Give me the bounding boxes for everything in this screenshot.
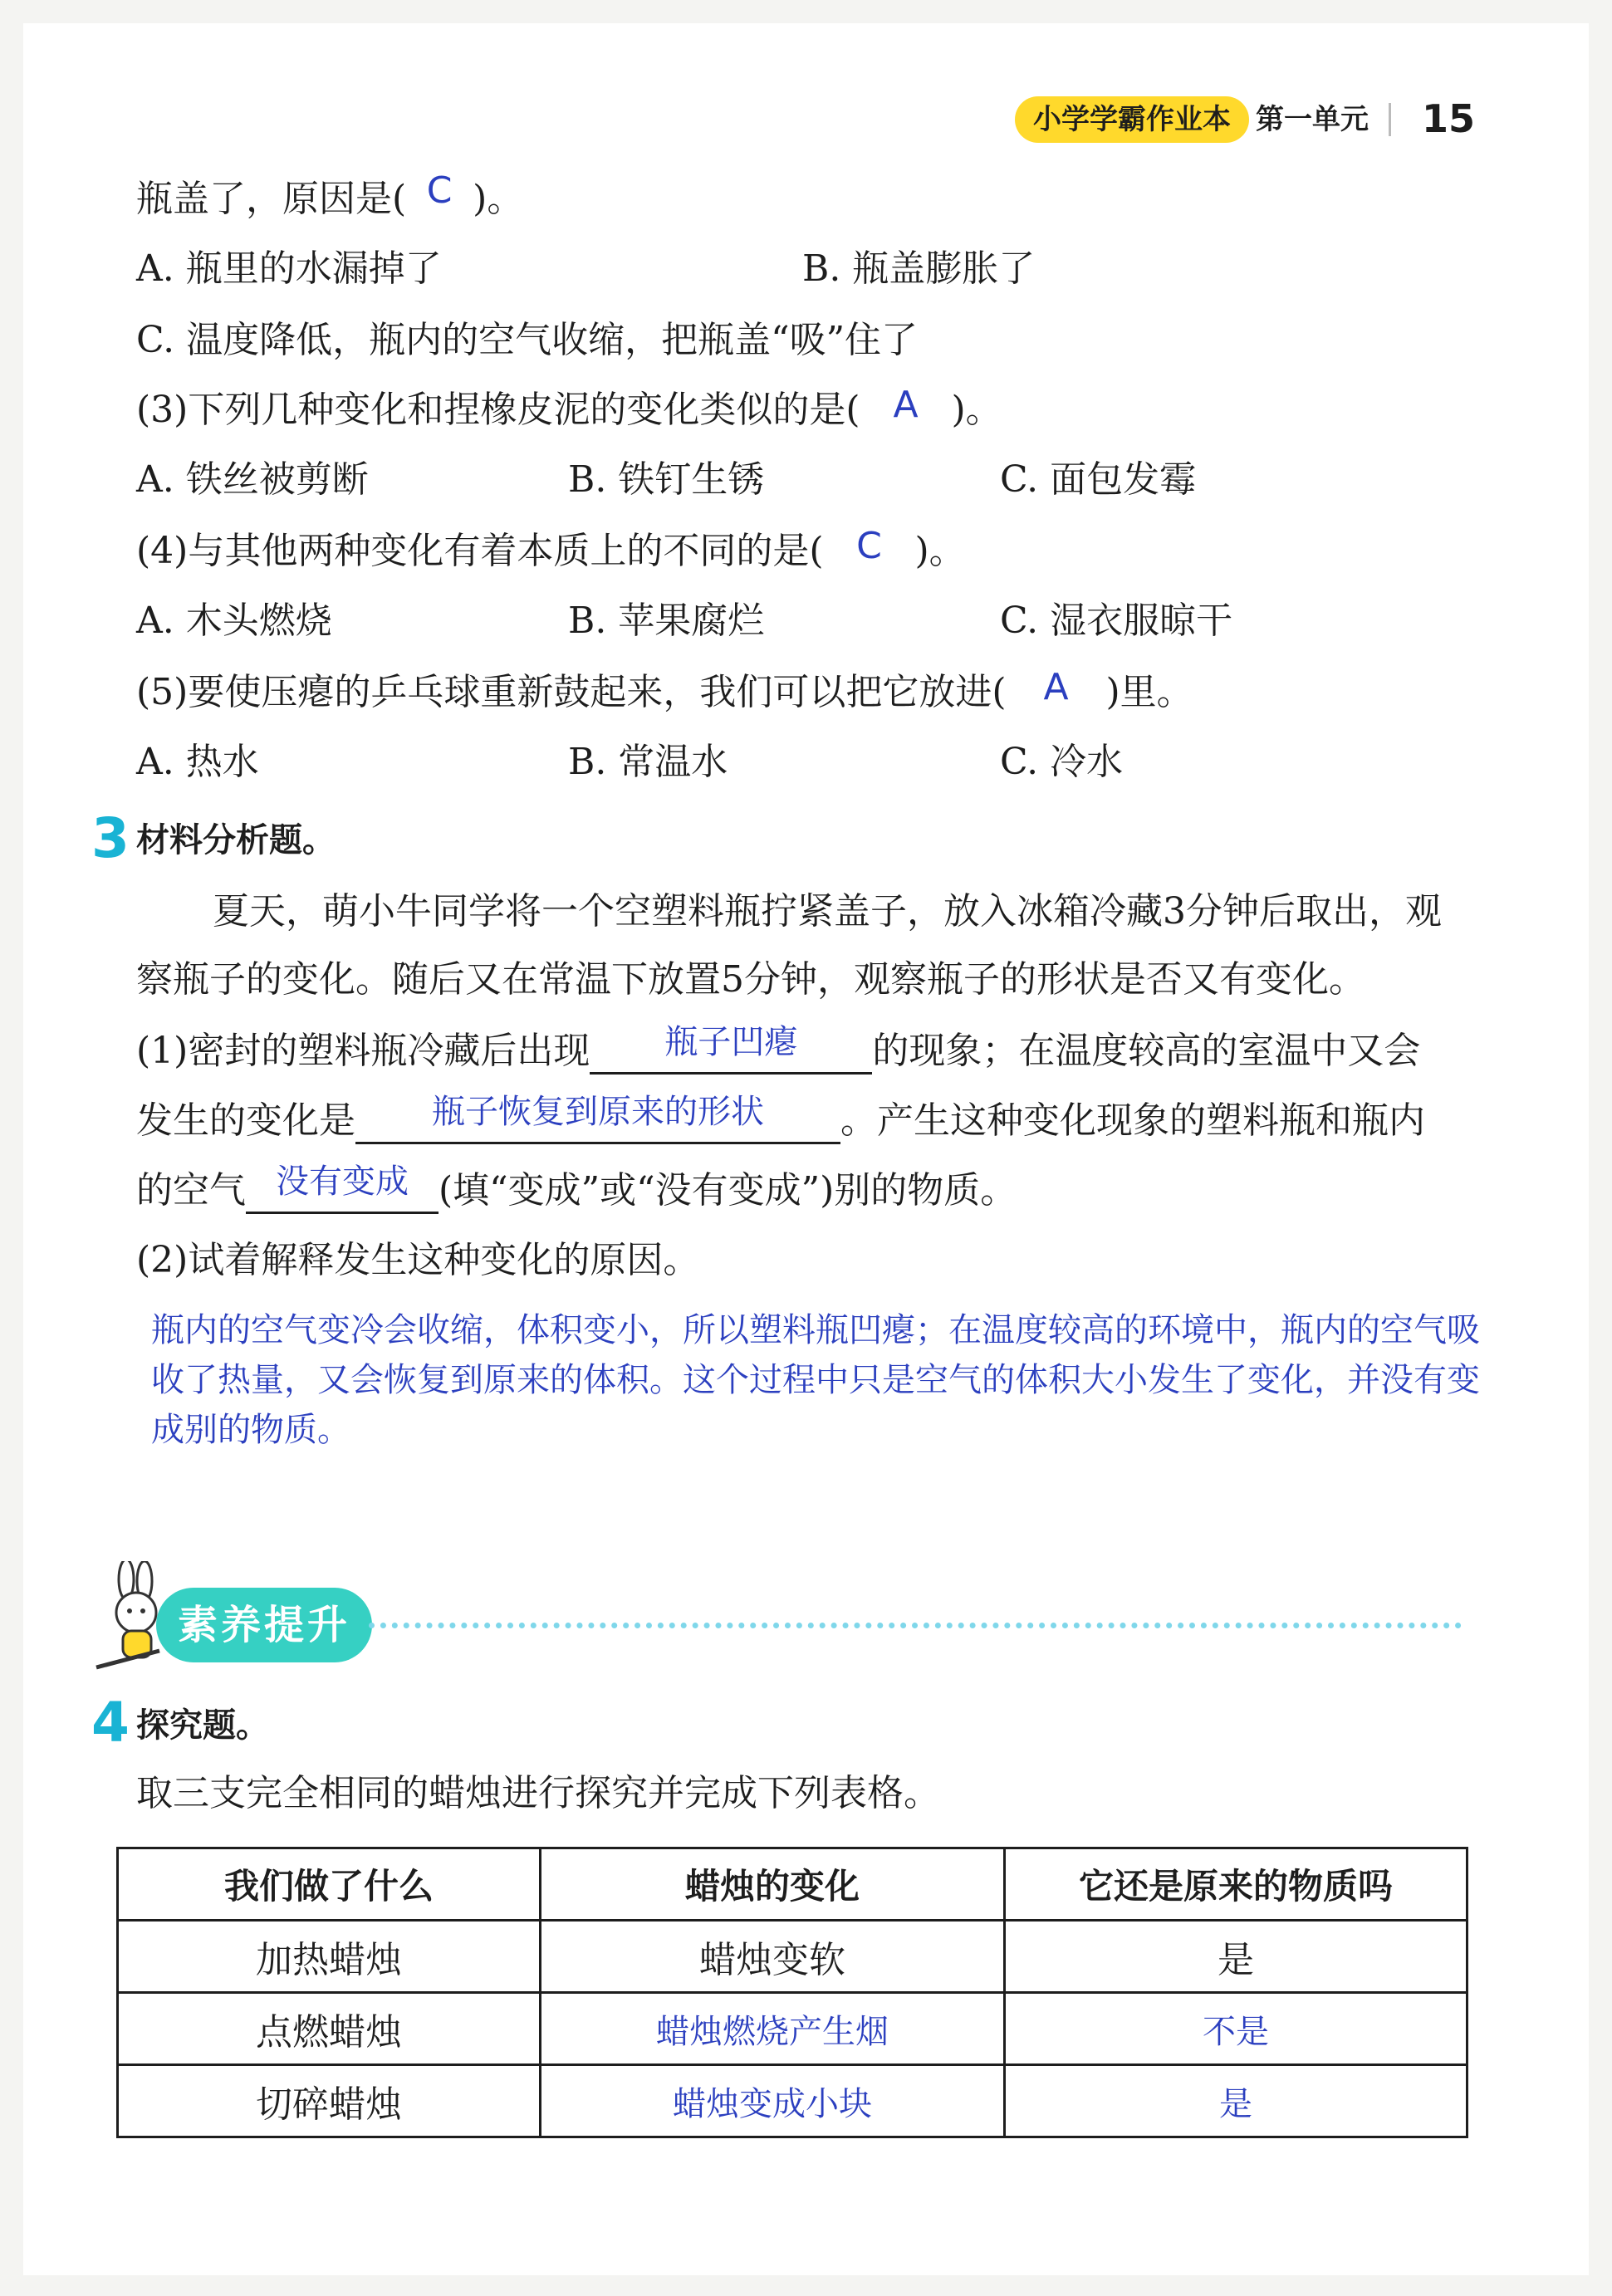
- part1-line-1: [136, 1023, 1421, 1075]
- q5-close: )里。: [1105, 671, 1193, 713]
- q2-option-b: B. 瓶盖膨胀了: [802, 247, 1036, 290]
- row3-change[interactable]: 蜡烛变成小块: [541, 2065, 1005, 2137]
- q3-close: )。: [951, 389, 1002, 431]
- table-header-row: [118, 1848, 1467, 1921]
- q4-answer[interactable]: C: [856, 525, 882, 567]
- q4-section-title: 探究题。: [136, 1706, 269, 1745]
- table-row: [118, 1921, 1467, 1993]
- q4-option-c: C. 湿衣服晾干: [1000, 600, 1233, 642]
- section-dotted-divider: [369, 1623, 1462, 1628]
- part1-text-e: 的空气: [136, 1169, 246, 1212]
- q5-option-b: B. 常温水: [568, 741, 728, 783]
- q3-answer[interactable]: A: [893, 384, 919, 426]
- row1-action: 加热蜡烛: [118, 1921, 541, 1993]
- row3-action: 切碎蜡烛: [118, 2065, 541, 2137]
- q2-option-a: A. 瓶里的水漏掉了: [136, 247, 442, 290]
- q4-close: )。: [914, 530, 966, 572]
- part1-text-c: 发生的变化是: [136, 1099, 355, 1142]
- row1-answer: 是: [1005, 1921, 1467, 1993]
- section-banner: 素养提升: [156, 1588, 372, 1662]
- header-action: 我们做了什么: [118, 1848, 541, 1921]
- q3-stem-text: (3)下列几种变化和捏橡皮泥的变化类似的是(: [136, 389, 860, 431]
- part2-answer-line-1[interactable]: 瓶内的空气变冷会收缩，体积变小，所以塑料瓶凹瘪；在温度较高的环境中，瓶内的空气吸: [151, 1311, 1480, 1349]
- q3-stem: [136, 384, 1002, 433]
- table-row: [118, 2065, 1467, 2137]
- q2-option-c: C. 温度降低，瓶内的空气收缩，把瓶盖“吸”住了: [136, 319, 919, 361]
- row2-change[interactable]: 蜡烛燃烧产生烟: [541, 1993, 1005, 2065]
- header-change: 蜡烛的变化: [541, 1848, 1005, 1921]
- row1-change: 蜡烛变软: [541, 1921, 1005, 1993]
- blank-3-answer: 没有变成: [276, 1163, 409, 1201]
- material-line-1: 夏天，萌小牛同学将一个空塑料瓶拧紧盖子，放入冰箱冷藏3分钟后取出，观: [213, 890, 1442, 933]
- q4-stem: [136, 525, 966, 575]
- q2-stem-text: 瓶盖了，原因是(: [136, 178, 407, 220]
- q3-option-c: C. 面包发霉: [1000, 458, 1197, 501]
- part1-line-2: [136, 1093, 1425, 1144]
- part1-line-3: [136, 1163, 1017, 1214]
- q4-option-b: B. 苹果腐烂: [568, 600, 765, 642]
- q4-section-number: 4: [91, 1691, 130, 1755]
- blank-2-answer: 瓶子恢复到原来的形状: [432, 1093, 764, 1131]
- part2-answer-line-2[interactable]: 收了热量，又会恢复到原来的体积。这个过程中只是空气的体积大小发生了变化，并没有变: [151, 1361, 1480, 1399]
- row3-answer[interactable]: 是: [1005, 2065, 1467, 2137]
- book-title-badge: 小学学霸作业本: [1015, 96, 1249, 143]
- q5-answer[interactable]: A: [1043, 666, 1069, 708]
- q3-section-number: 3: [91, 806, 130, 870]
- material-line-2: 察瓶子的变化。随后又在常温下放置5分钟，观察瓶子的形状是否又有变化。: [136, 958, 1365, 1001]
- q2-stem: [136, 169, 524, 223]
- candle-experiment-table: [116, 1847, 1468, 2138]
- blank-2[interactable]: [355, 1093, 840, 1144]
- q5-stem: [136, 666, 1193, 716]
- part2-answer-line-3[interactable]: 成别的物质。: [151, 1411, 350, 1449]
- part1-text-b: 的现象；在温度较高的室温中又会: [872, 1030, 1421, 1072]
- blank-1[interactable]: [590, 1023, 872, 1075]
- q3-section-title: 材料分析题。: [136, 821, 336, 859]
- page-number: 15: [1422, 96, 1476, 141]
- row2-action: 点燃蜡烛: [118, 1993, 541, 2065]
- blank-1-answer: 瓶子凹瘪: [664, 1023, 798, 1061]
- q2-close: )。: [473, 178, 524, 220]
- blank-3[interactable]: [246, 1163, 439, 1214]
- q5-stem-text: (5)要使压瘪的乒乓球重新鼓起来，我们可以把它放进(: [136, 671, 1007, 713]
- q4-intro: 取三支完全相同的蜡烛进行探究并完成下列表格。: [136, 1772, 940, 1814]
- unit-label: 第一单元: [1256, 103, 1369, 136]
- q2-answer[interactable]: C: [426, 169, 453, 212]
- table-row: [118, 1993, 1467, 2065]
- part1-text-f: (填“变成”或“没有变成”)别的物质。: [439, 1169, 1017, 1212]
- q5-option-a: A. 热水: [136, 741, 259, 783]
- q4-option-a: A. 木头燃烧: [136, 600, 332, 642]
- q3-option-a: A. 铁丝被剪断: [136, 458, 369, 501]
- part1-text-d: 。产生这种变化现象的塑料瓶和瓶内: [840, 1099, 1425, 1142]
- header-same-substance: 它还是原来的物质吗: [1005, 1848, 1467, 1921]
- part2-question: (2)试着解释发生这种变化的原因。: [136, 1239, 700, 1281]
- row2-answer[interactable]: 不是: [1005, 1993, 1467, 2065]
- part1-text-a: (1)密封的塑料瓶冷藏后出现: [136, 1030, 590, 1072]
- q5-option-c: C. 冷水: [1000, 741, 1124, 783]
- q3-option-b: B. 铁钉生锈: [568, 458, 765, 501]
- header-divider: [1389, 103, 1391, 136]
- q4-stem-text: (4)与其他两种变化有着本质上的不同的是(: [136, 530, 824, 572]
